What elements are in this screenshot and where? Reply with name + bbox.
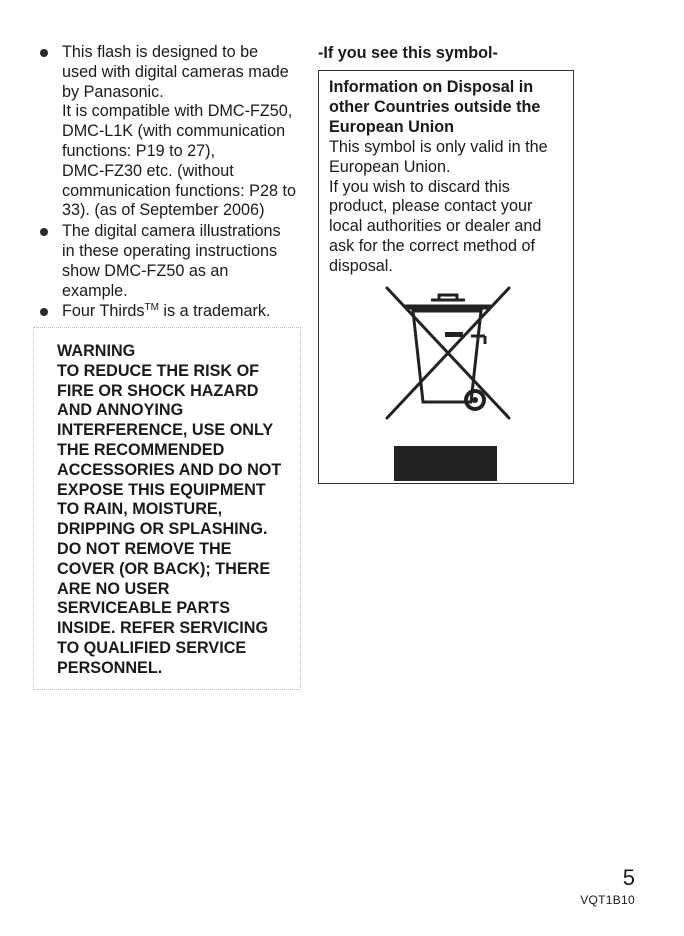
symbol-heading: -If you see this symbol- — [318, 44, 498, 62]
warning-line: AND ANNOYING — [57, 401, 184, 420]
text-line: by Panasonic. — [62, 82, 164, 101]
text-line: communication functions: P28 to — [62, 181, 296, 200]
warning-line: DRIPPING OR SPLASHING. — [57, 520, 268, 539]
page-number: 5 — [622, 865, 635, 890]
title-line: other Countries outside the — [329, 97, 541, 116]
warning-line: PERSONNEL. — [57, 658, 163, 677]
list-item — [38, 43, 300, 221]
body-line: If you wish to discard this — [329, 177, 510, 196]
bullet-icon — [40, 49, 48, 57]
warning-line: WARNING — [57, 342, 136, 360]
trademark-line — [62, 302, 300, 322]
title-line: Information on Disposal in — [329, 78, 534, 96]
list-item — [38, 302, 300, 322]
warning-line: DO NOT REMOVE THE — [57, 539, 232, 558]
text-line: 33). (as of September 2006) — [62, 201, 265, 220]
text-line: in these operating instructions — [62, 241, 278, 260]
bullet-list — [38, 43, 300, 322]
warning-line: FIRE OR SHOCK HAZARD — [57, 381, 259, 400]
body-line: local authorities or dealer and — [329, 217, 542, 236]
warning-line: THE RECOMMENDED — [57, 440, 225, 459]
warning-text — [57, 342, 281, 679]
list-item — [38, 222, 300, 301]
bullet-icon — [40, 308, 48, 316]
text-line: DMC-FZ30 etc. (without — [62, 161, 234, 180]
disposal-info-box — [318, 70, 574, 484]
warning-line: COVER (OR BACK); THERE — [57, 559, 271, 578]
trademark-symbol: TM — [144, 302, 159, 314]
warning-line: TO RAIN, MOISTURE, — [57, 500, 223, 519]
warning-line: TO QUALIFIED SERVICE — [57, 638, 247, 657]
trademark-name: Four Thirds — [62, 302, 145, 321]
text-line: This flash is designed to be — [62, 43, 259, 61]
title-line: European Union — [329, 117, 455, 136]
body-line: product, please contact your — [329, 197, 533, 216]
crossed-out-wheeled-bin-icon — [383, 284, 513, 424]
warning-line: EXPOSE THIS EQUIPMENT — [57, 480, 266, 499]
text-line: functions: P19 to 27), — [62, 141, 215, 160]
warning-line: TO REDUCE THE RISK OF — [57, 361, 260, 380]
body-line: disposal. — [329, 256, 393, 275]
text-line: used with digital cameras made — [62, 62, 289, 81]
warning-line: ARE NO USER — [57, 579, 170, 598]
left-column — [38, 43, 300, 323]
text-line: example. — [62, 281, 128, 300]
info-title — [329, 78, 540, 137]
trademark-suffix: is a trademark. — [158, 302, 271, 321]
warning-line: INSIDE. REFER SERVICING — [57, 619, 269, 638]
text-line: DMC-L1K (with communication — [62, 122, 286, 141]
body-line: This symbol is only valid in the — [329, 138, 548, 156]
info-body — [329, 138, 548, 277]
text-line: It is compatible with DMC-FZ50, — [62, 102, 293, 121]
text-line: show DMC-FZ50 as an — [62, 261, 229, 280]
bullet-icon — [40, 228, 48, 236]
warning-line: INTERFERENCE, USE ONLY — [57, 421, 274, 440]
warning-line: SERVICEABLE PARTS — [57, 599, 230, 618]
solid-bar-marking — [394, 446, 497, 481]
warning-line: ACCESSORIES AND DO NOT — [57, 460, 282, 479]
text-line: The digital camera illustrations — [62, 222, 281, 241]
body-line: ask for the correct method of — [329, 236, 536, 255]
document-code: VQT1B10 — [580, 893, 635, 907]
body-line: European Union. — [329, 157, 451, 176]
warning-box — [33, 327, 301, 690]
